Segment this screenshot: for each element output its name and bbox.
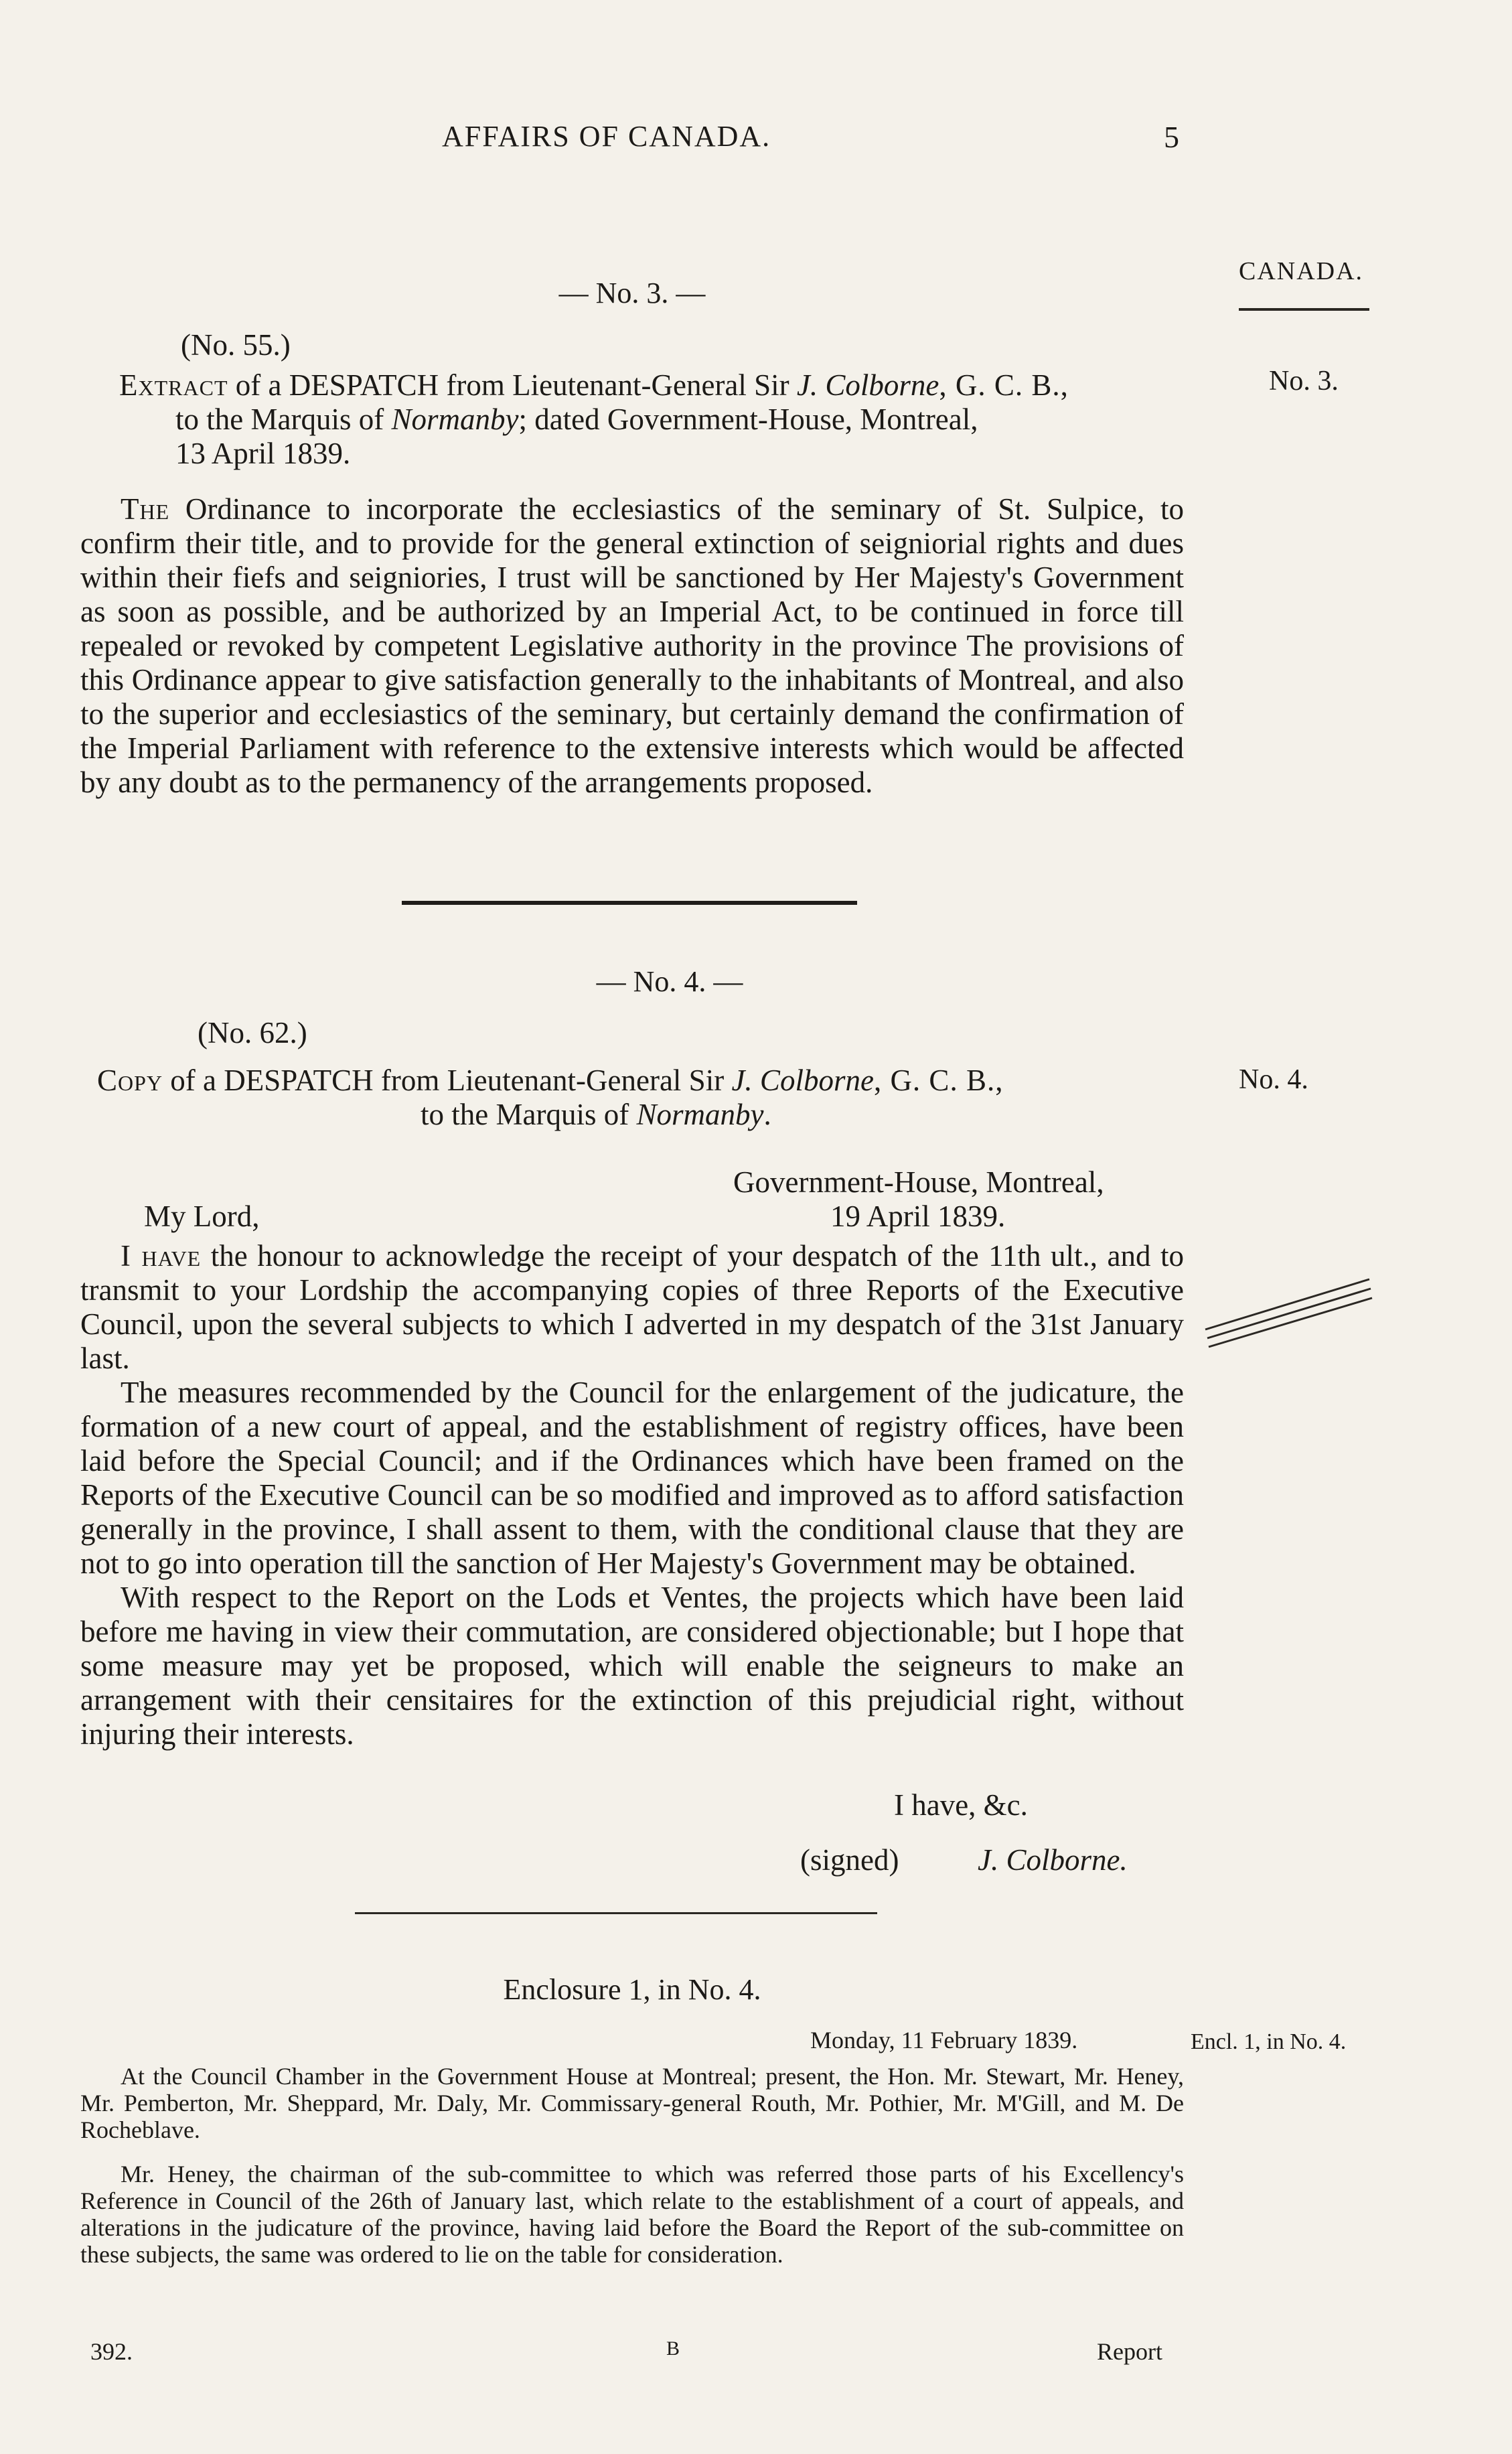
- section3-body: The Ordinance to incorporate the ecclesiastics of the seminary of St. Sulpice, to confirm their title, and to provide for the general extinction of seigniorial rights and dues within their fiefs and seigniories, I trust will be sanctioned by Her Majesty's Government as soon as possible, and be authorized by an Imperial Act, to be continued in force till repealed or revoked by competent Legislative authority in the province The provisions of this Ordinance appear to give satisfaction generally to the inhabitants of Montreal, and also to the superior and ecclesiastics of the seminary, but certainly demand the confirmation of the Imperial Parliament with reference to the extensive interests which would be affected by any doubt as to the permanency of the arrangements proposed.: [80, 492, 1184, 799]
- section4-ref: (No. 62.): [198, 1016, 307, 1050]
- letter-date: 19 April 1839.: [830, 1200, 1006, 1233]
- letter-signed: (signed): [800, 1843, 899, 1877]
- margin-no3: No. 3.: [1269, 366, 1339, 396]
- section4-heading: — No. 4. —: [596, 965, 743, 998]
- footer-number: 392.: [90, 2338, 133, 2365]
- enclosure-body: At the Council Chamber in the Government House at Montreal; present, the Hon. Mr. Stewart, Mr. Heney, Mr. Pemberton, Mr. Sheppard, Mr. Daly, Mr. Commissary-general Routh, Mr. Pothier, Mr. M'Gill, and M. De Rocheblave. Mr. Heney, the chairman of the sub-committee to which was referred those parts of his Excellency's Reference in Council of the 26th of January last, which relate to the establishment of a court of appeals, and alterations in the judicature of the province, having laid before the Board the Report of the sub-committee on these subjects, the same was ordered to lie on the table for consideration.: [80, 2063, 1184, 2268]
- section3-title-line3: 13 April 1839.: [175, 437, 351, 470]
- margin-canada: CANADA.: [1239, 257, 1364, 285]
- running-title: AFFAIRS OF CANADA.: [442, 120, 771, 153]
- enclosure-heading: Enclosure 1, in No. 4.: [503, 1973, 761, 2006]
- letter-place: Government-House, Montreal,: [733, 1165, 1104, 1199]
- section3-title-line2: to the Marquis of Normanby; dated Government-House, Montreal,: [175, 403, 978, 436]
- footer-signature-mark: B: [666, 2337, 680, 2360]
- enclosure-divider: [355, 1912, 877, 1914]
- section3-title-lead: Extract: [119, 368, 228, 402]
- margin-encl1: Encl. 1, in No. 4.: [1191, 2029, 1347, 2054]
- section4-title-line1: Copy of a DESPATCH from Lieutenant-General Sir J. Colborne, G. C. B.,: [97, 1064, 1004, 1097]
- pencil-marks-icon: [1202, 1266, 1376, 1353]
- section4-title-lead: Copy: [97, 1064, 163, 1097]
- footer-catchword: Report: [1097, 2338, 1162, 2365]
- letter-closing: I have, &c.: [894, 1788, 1028, 1822]
- enclosure-date: Monday, 11 February 1839.: [810, 2027, 1078, 2053]
- margin-no4: No. 4.: [1239, 1064, 1308, 1095]
- section3-ref: (No. 55.): [181, 328, 291, 362]
- section3-title-line1: Extract of a DESPATCH from Lieutenant-General Sir J. Colborne, G. C. B.,: [119, 368, 1069, 402]
- section4-body: I have the honour to acknowledge the receipt of your despatch of the 11th ult., and to transmit to your Lordship the accompanying copies of three Reports of the Executive Council, upon the several subjects to which I adverted in my despatch of the 31st January last. The measures recommended by the Council for the enlargement of the judicature, the formation of a new court of appeal, and the establishment of registry offices, have been laid before the Special Council; and if the Ordinances which have been framed on the Reports of the Executive Council can be so modified and improved as to afford satisfaction generally in the province, I shall assent to them, with the conditional clause that they are not to go into operation till the sanction of Her Majesty's Government may be obtained. With respect to the Report on the Lods et Ventes, the projects which have been laid before me having in view their commutation, are considered objectionable; but I hope that some measure may yet be proposed, which will enable the seigneurs to make an arrangement with their censitaires for the extinction of this prejudicial right, without injuring their interests.: [80, 1239, 1184, 1751]
- letter-signature: J. Colborne.: [978, 1843, 1128, 1877]
- letter-salutation: My Lord,: [144, 1200, 260, 1233]
- page-number: 5: [1164, 120, 1179, 154]
- section3-heading: — No. 3. —: [558, 277, 706, 309]
- section4-title-line2: to the Marquis of Normanby.: [421, 1098, 771, 1131]
- section-divider: [402, 901, 857, 905]
